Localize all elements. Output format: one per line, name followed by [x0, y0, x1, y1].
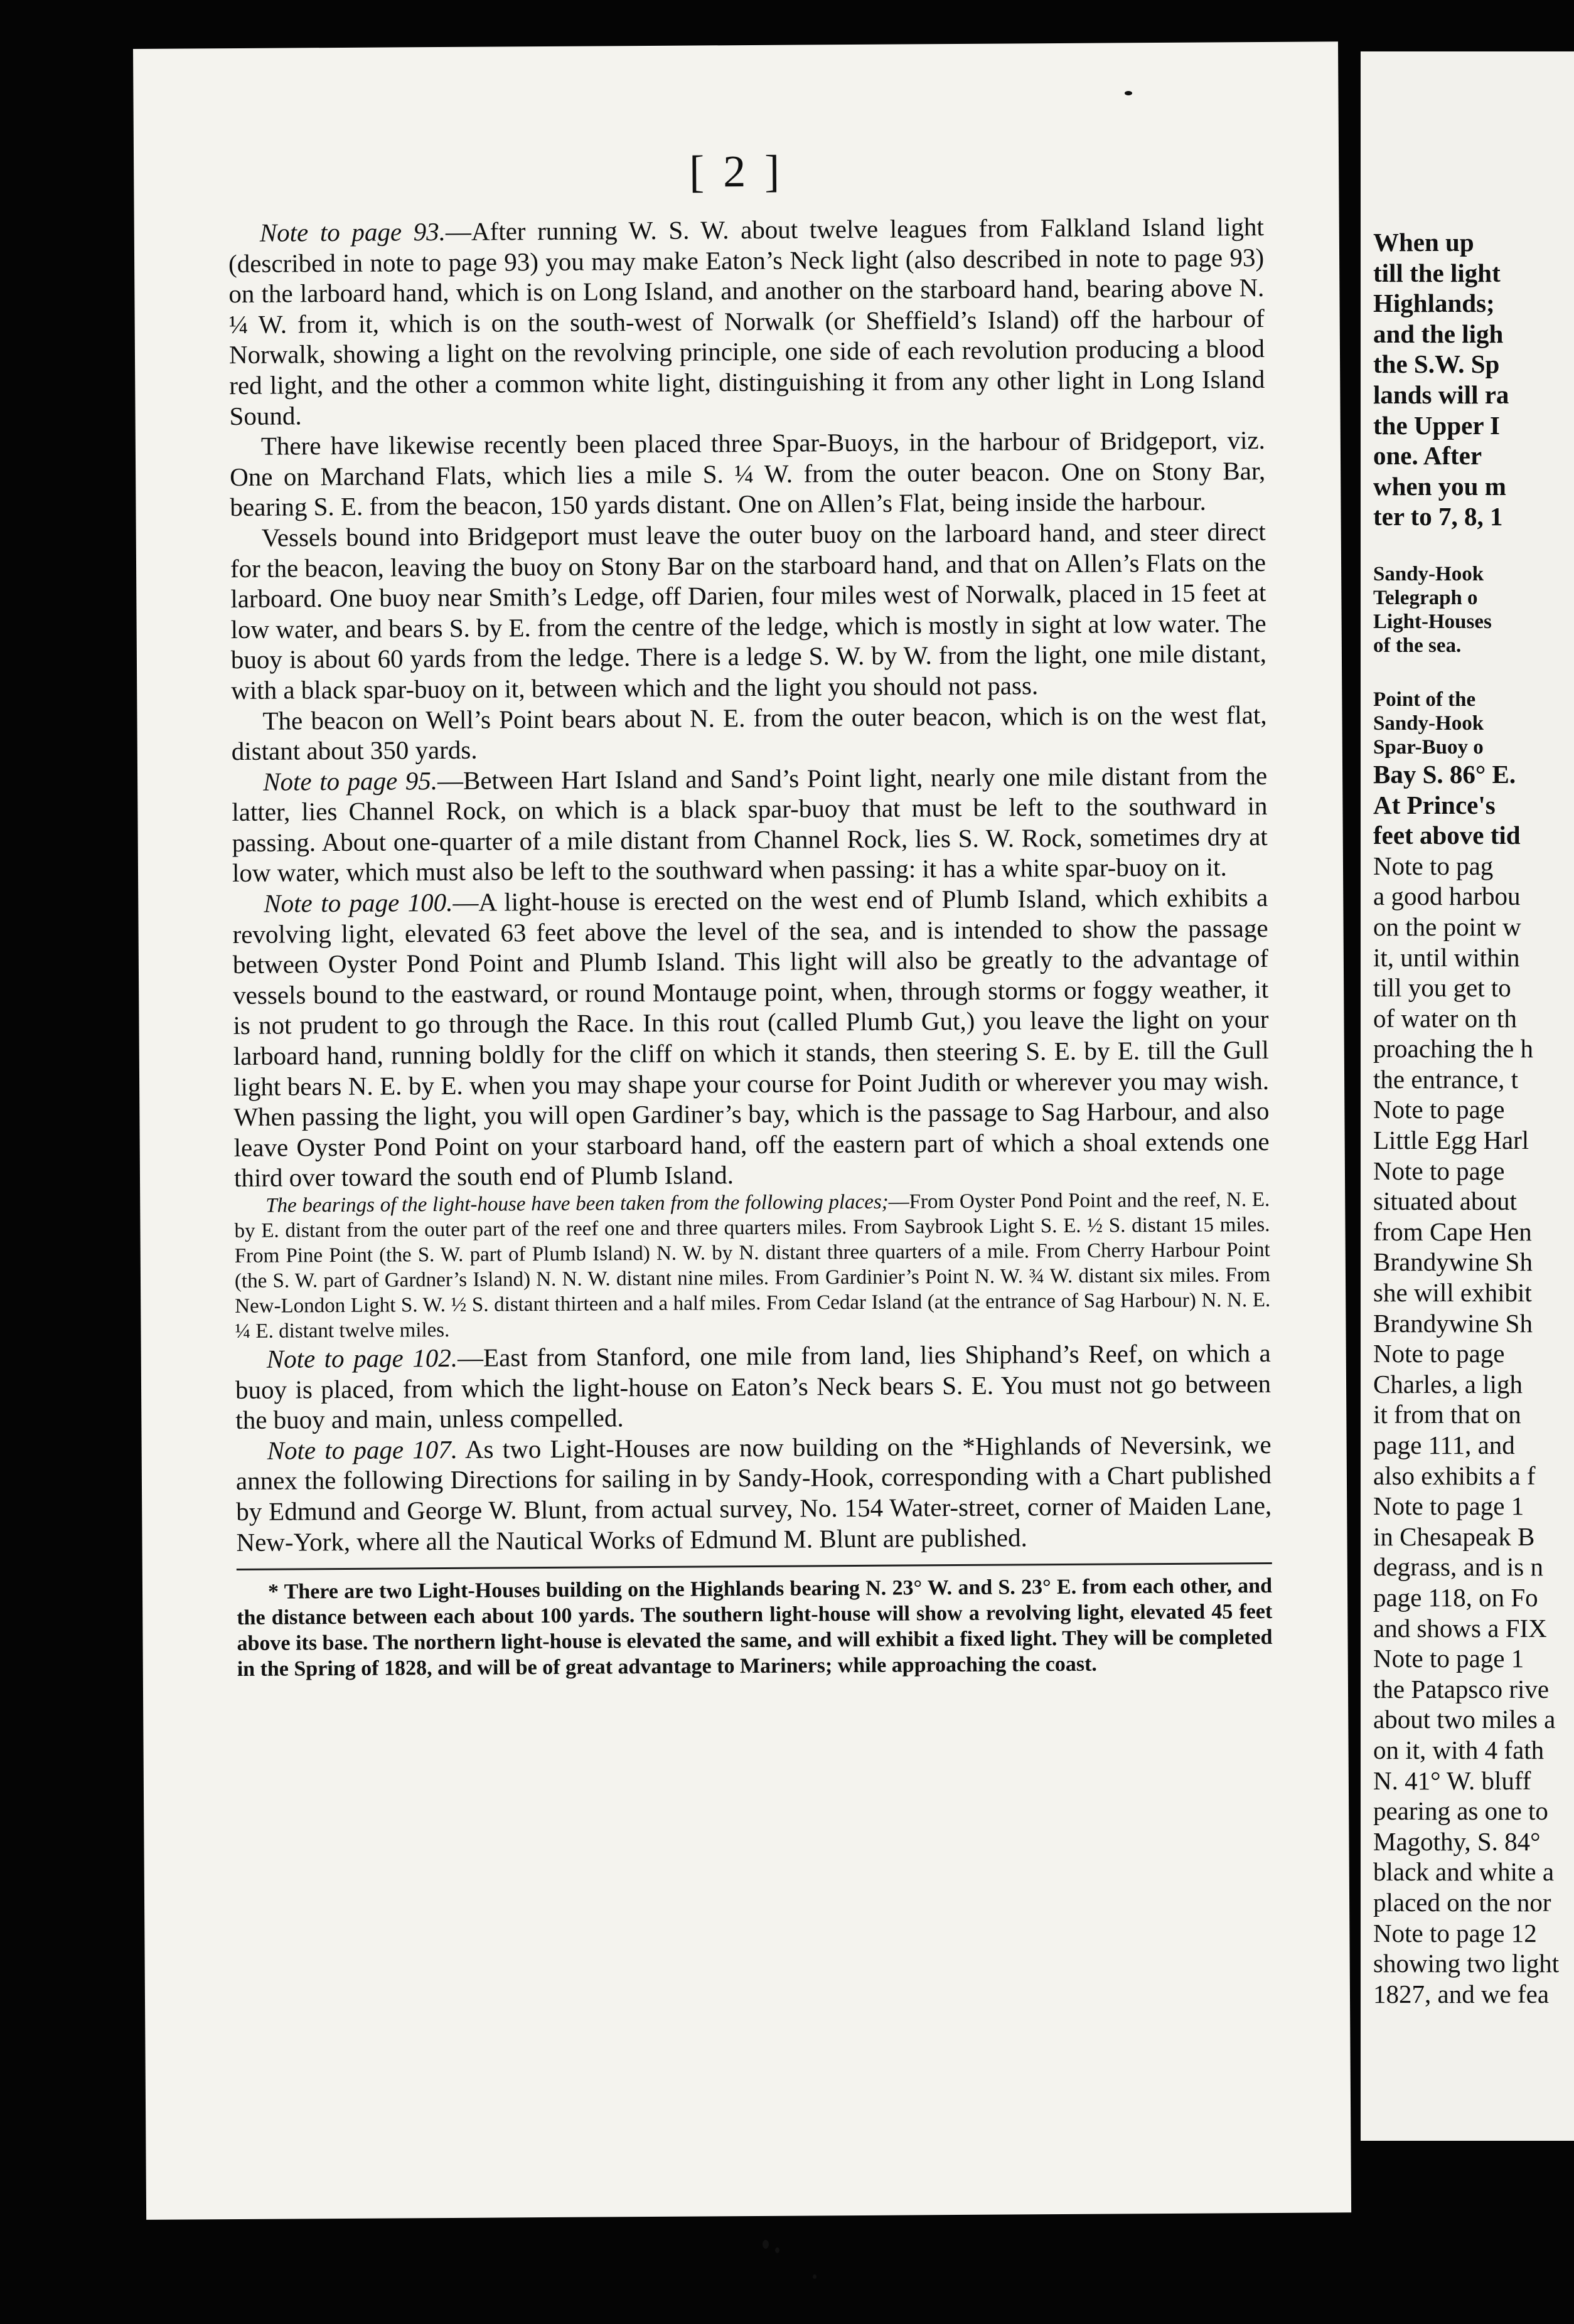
right-page-line: page 118, on Fo — [1373, 1582, 1538, 1612]
right-page-line: page 111, and — [1373, 1431, 1515, 1459]
right-page-line: till the light — [1373, 258, 1501, 287]
right-page-line: Brandywine Sh — [1373, 1247, 1533, 1277]
paragraph-text: Vessels bound into Bridgeport must leave the outer buoy on the larboard hand, and steer direct for the beacon, leaving the buoy on Stony Bar on the starboard hand, and that on Allen’s Flats on the larboard. One buoy near Smith’s Ledge, off Darien, four miles west of Norwalk, placed in 15 feet at low water, and bears S. by E. from the centre of the ledge, which is mostly in sight at low water. The buoy is about 60 yards from the ledge. There is a ledge S. W. by W. from the light, one mile distant, with a black spar-buoy on it, between which and the light you should not pass. — [230, 516, 1267, 705]
paragraph — [230, 425, 1266, 523]
paragraph-text: —East from Stanford, one mile from land, lies Shiphand’s Reef, on which a buoy is placed, from which the light-house on Eaton’s Neck bears S. E. You must not go between the buoy and main, unless compelled. — [235, 1338, 1272, 1435]
right-page-line: black and white a — [1373, 1857, 1555, 1887]
right-page-line: one. After — [1373, 441, 1482, 471]
paragraph-text: —Between Hart Island and Sand’s Point light, nearly one mile distant from the latter, lies Channel Rock, on which is a black spar-buoy that must be left to the southward in passing. About one-quarter of a mile distant from Channel Rock, lies S. W. Rock, sometimes dry at low water, which must also be left to the southward when passing: it has a white spar-buoy on it. — [232, 760, 1268, 888]
right-page-line: it from that on — [1373, 1400, 1521, 1429]
left-page — [133, 41, 1351, 2220]
right-page-line: Spar-Buoy o — [1373, 735, 1484, 759]
right-page-line: the Patapsco rive — [1373, 1674, 1550, 1703]
right-page-line: she will exhibit — [1373, 1278, 1532, 1308]
footnote: * There are two Light-Houses building on the Highlands bearing N. 23° W. and S. 23° E. from each other, and the distance between each about 100 yards. The southern light-house will show a revolving light, elevated 45 feet above its base. The northern light-house is elevated the same, and will exhibit a fixed light. They will be completed in the Spring of 1828, and will be of great advantage to Mariners; while approaching the coast. — [237, 1574, 1273, 1682]
right-page-line: Note to page 1 — [1373, 1644, 1524, 1673]
paragraph-text: The beacon on Well’s Point bears about N. E. from the outer beacon, which is on the west flat, distant about 350 yards. — [231, 700, 1267, 766]
paragraph-lead: Note to page 100. — [264, 887, 453, 918]
right-page-line: and the ligh — [1373, 319, 1504, 348]
paragraph-text: —After running W. S. W. about twelve leagues from Falkland Island light (described in note to page 93) you may make Eaton’s Neck light (also described in note to page 93) on the larboard hand, which is on Long Island, and another on the starboard hand, bearing above N. ¼ W. from it, which is on the south-west of Norwalk (or Sheffield’s Island) off the harbour of Norwalk, showing a light on the revolving principle, one side of each revolution producing a blood red light, and the other a common white light, distinguishing it from any other light in Long Island Sound. — [228, 211, 1265, 430]
right-page-line: Note to page — [1373, 1095, 1505, 1124]
right-page-line: about two miles a — [1373, 1705, 1556, 1734]
footnote-rule — [237, 1562, 1272, 1570]
right-page-line: Little Egg Harl — [1373, 1126, 1529, 1155]
right-page-line: Point of the — [1373, 688, 1476, 711]
paragraph-lead: Note to page 102. — [266, 1343, 458, 1373]
right-page-line: Light-Houses — [1373, 610, 1492, 633]
right-page-line: Sandy-Hook — [1373, 562, 1484, 585]
ink-speck — [1125, 91, 1132, 95]
right-page-line: of water on th — [1373, 1003, 1517, 1033]
page-number: [ 2 ] — [688, 146, 784, 197]
right-page-line — [1373, 532, 1574, 562]
right-page-line: the Upper I — [1373, 410, 1500, 440]
right-page-line: in Chesapeak B — [1373, 1522, 1535, 1551]
paragraph — [235, 1338, 1272, 1436]
right-page-line: also exhibits a f — [1373, 1461, 1536, 1490]
right-page-line: Bay S. 86° E. — [1373, 759, 1516, 789]
right-page-line: Note to page 1 — [1373, 1491, 1524, 1521]
right-page-line: ter to 7, 8, 1 — [1373, 502, 1503, 531]
right-page-line: on it, with 4 fath — [1373, 1735, 1545, 1764]
ink-speck — [763, 2240, 769, 2249]
paragraph-text: —From Oyster Pond Point and the reef, N. E. by E. distant from the outer part of the reef one and three quarters miles. From Saybrook Light S. E. ½ S. distant 15 miles. From Pine Point (the S. W. part of Plumb Island) N. W. by N. distant three quarters of a mile. From Cherry Harbour Point (the S. W. part of Gardner’s Island) N. N. W. distant nine miles. From Gardinier’s Point N. W. ¾ W. distant six miles. From New-London Light S. W. ½ S. distant thirteen and a half miles. From Cedar Island (at the entrance of Sag Harbour) N. N. E. ¼ E. distant twelve miles. — [234, 1188, 1271, 1343]
right-page-fragment — [1361, 51, 1574, 2141]
right-page-line: placed on the nor — [1373, 1887, 1551, 1917]
right-page-line: of the sea. — [1373, 634, 1462, 657]
ink-speck — [813, 2274, 816, 2279]
right-page-line: lands will ra — [1373, 380, 1509, 409]
right-page-line: 1827, and we fea — [1373, 1979, 1550, 2008]
right-page-line: pearing as one to — [1373, 1796, 1548, 1826]
paragraph-text: As two Light-Houses are now building on the *Highlands of Neversink, we annex the following Directions for sailing in by Sandy-Hook, corresponding with a Chart published by Edmund and George W. Blunt, from actual survey, No. 154 Water-street, corner of Maiden Lane, New-York, where all the Nautical Works of Edmund M. Blunt are published. — [235, 1429, 1272, 1557]
right-page-line: the entrance, t — [1373, 1064, 1519, 1094]
right-page-line: Sandy-Hook — [1373, 712, 1484, 735]
right-page-line: and shows a FIX — [1373, 1613, 1547, 1643]
right-page-line: degrass, and is n — [1373, 1552, 1544, 1582]
right-page-line: feet above tid — [1373, 821, 1521, 850]
right-page-line: situated about — [1373, 1186, 1517, 1216]
right-page-line: showing two light — [1373, 1949, 1560, 1978]
right-page-line: when you m — [1373, 471, 1506, 501]
right-page-line: a good harbou — [1373, 882, 1521, 911]
paragraph — [228, 211, 1265, 431]
paragraph — [231, 699, 1267, 766]
right-page-text — [1373, 227, 1574, 2009]
paragraph — [230, 516, 1267, 706]
ink-speck — [775, 2247, 779, 2253]
right-page-line: on the point w — [1373, 912, 1521, 941]
right-page-line: proaching the h — [1373, 1034, 1534, 1063]
right-page-line: N. 41° W. bluff — [1373, 1766, 1531, 1795]
right-page-line: When up — [1373, 228, 1474, 257]
right-page-line: Note to pag — [1373, 851, 1494, 880]
paragraph-lead: Note to page 95. — [262, 765, 438, 796]
right-page-line: till you get to — [1373, 973, 1511, 1003]
right-page-line: Note to page 12 — [1373, 1918, 1537, 1948]
right-page-line: At Prince's — [1373, 790, 1496, 819]
right-page-line: the S.W. Sp — [1373, 349, 1500, 379]
right-page-line: from Cape Hen — [1373, 1217, 1532, 1246]
right-page-line: Highlands; — [1373, 289, 1495, 318]
paragraph-text: There have likewise recently been placed three Spar-Buoys, in the harbour of Bridgeport, viz. One on Marchand Flats, which lies a mile S. ¼ W. from the outer beacon. One on Stony Bar, bearing S. E. from the beacon, 150 yards distant. One on Allen’s Flat, being inside the harbour. — [230, 425, 1266, 522]
right-page-line: Note to page — [1373, 1156, 1505, 1185]
paragraph-lead: The bearings of the light-house have been taken from the following places; — [265, 1190, 889, 1217]
right-page-line: Note to page — [1373, 1339, 1505, 1368]
right-page-line — [1373, 658, 1574, 688]
paragraph-lead: Note to page 107. — [267, 1434, 458, 1465]
main-text — [228, 211, 1273, 1682]
paragraph-lead: Note to page 93. — [259, 216, 446, 247]
paragraph — [236, 1429, 1272, 1557]
bearings-paragraph — [234, 1187, 1270, 1344]
paragraph — [232, 760, 1268, 888]
right-page-line: Brandywine Sh — [1373, 1308, 1533, 1338]
right-page-line: Telegraph o — [1373, 586, 1478, 609]
paragraph — [232, 882, 1270, 1193]
right-page-line: it, until within — [1373, 942, 1520, 972]
right-page-line: Charles, a ligh — [1373, 1369, 1523, 1399]
right-page-line: Magothy, S. 84° — [1373, 1826, 1541, 1856]
paragraph-text: —A light-house is erected on the west end of Plumb Island, which exhibits a revolving light, elevated 63 feet above the level of the sea, and is intended to show the passage between Oyster Pond Point and Plumb Island. This light will also be greatly to the advantage of vessels bound to the eastward, or round Montauge point, when, through storms or foggy weather, it is not prudent to go through the Race. In this rout (called Plumb Gut,) you leave the light on your larboard hand, running boldly for the cliff on which it stands, then steering S. E. by E. till the Gull light bears N. E. by E. when you may shape your course for Point Judith or wherever you may wish. When passing the light, you will open Gardiner’s bay, which is the passage to Sag Harbour, and also leave Oyster Pond Point on your starboard hand, off the eastern part of which a shoal extends one third over toward the south end of Plumb Island. — [232, 883, 1270, 1193]
